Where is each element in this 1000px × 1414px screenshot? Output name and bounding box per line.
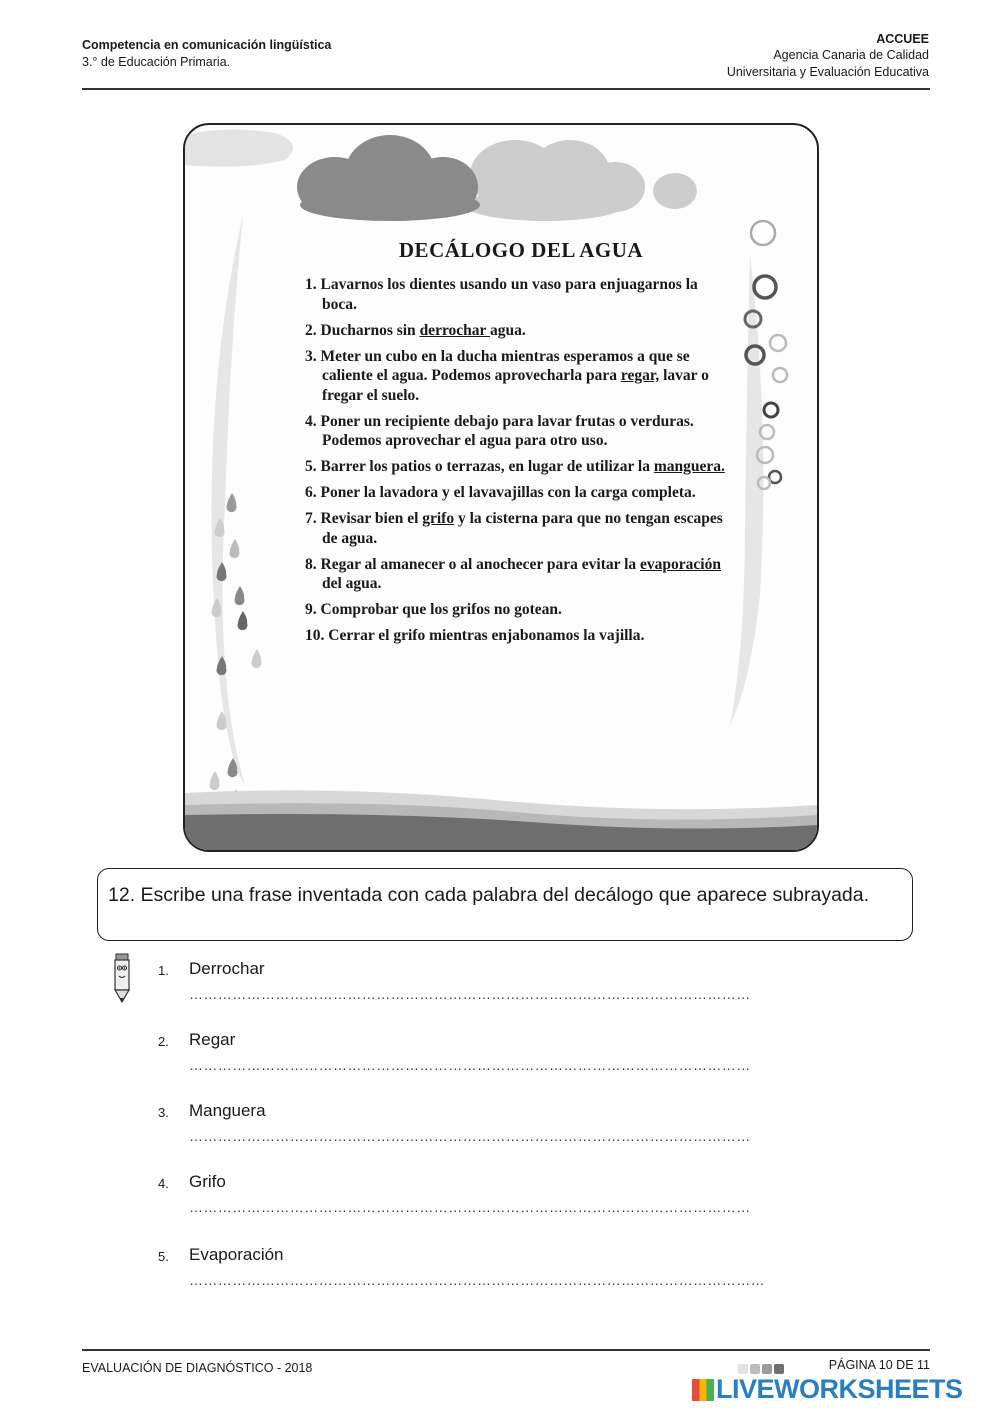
decalogue-rule: 6. Poner la lavadora y el lavavajillas con la carga completa. [305,484,696,501]
item-number: 1. [158,963,169,978]
brand-name: LIVEWORKSHEETS [716,1374,963,1404]
liveworksheets-logo[interactable] [692,1374,963,1405]
decalogue-rule: 10. Cerrar el grifo mientras enjabonamos la vajilla. [305,627,645,644]
underlined-word-grifo: grifo [422,510,455,527]
logo-tiles-icon [692,1379,714,1401]
org-name-line2: Universitaria y Evaluación Educativa [726,65,929,79]
answer-line-1[interactable]: ……………………………………………………………………………………………………… [189,986,751,1002]
item-word-evaporacion: Evaporación [189,1245,284,1264]
exercise-prompt: 12. Escribe una frase inventada con cada palabra del decálogo que aparece subrayada. [108,884,870,906]
footer-exam-label: EVALUACIÓN DE DIAGNÓSTICO - 2018 [82,1361,313,1375]
answer-line-3[interactable]: ……………………………………………………………………………………………………… [189,1128,751,1144]
decalogue-rule: 9. Comprobar que los grifos no gotean. [305,601,562,618]
pencil-mascot-icon [110,952,134,1004]
answer-line-4[interactable]: ……………………………………………………………………………………………………… [189,1199,751,1215]
header-divider [82,88,930,90]
item-number: 2. [158,1034,169,1049]
decalogue-rule: 1. Lavarnos los dientes usando un vaso para enjuagarnos la boca. [305,276,698,313]
poster-title: DECÁLOGO DEL AGUA [398,238,644,262]
answer-line-5[interactable]: ………………………………………………………………………………………………………… [189,1272,765,1288]
org-name-line1: Agencia Canaria de Calidad [773,48,929,62]
item-word-manguera: Manguera [189,1101,266,1120]
subject-title: Competencia en comunicación lingüística [82,38,332,52]
footer-divider [82,1349,930,1351]
item-word-regar: Regar [189,1030,236,1049]
underlined-word-evaporacion: evaporación [640,555,721,573]
answer-line-2[interactable]: ……………………………………………………………………………………………………… [189,1057,751,1073]
underlined-word-regar: regar, [620,367,660,384]
exercise-prompt-box [97,868,913,941]
grade-label: 3.° de Educación Primaria. [82,55,231,69]
org-short-name: ACCUEE [876,32,929,46]
item-word-grifo: Grifo [189,1172,226,1191]
decalogue-rule: 7. Revisar bien el grifo y la cisterna para que no tengan escapes de agua. [305,510,723,547]
decalogue-rule: 3. Meter un cubo en la ducha mientras esperamos a que se caliente el agua. Podemos aprovecharla para regar, lavar o fregar el suelo. [305,347,709,404]
underlined-word-manguera: manguera. [653,458,725,475]
decalogue-rule: 4. Poner un recipiente debajo para lavar frutas o verduras. Podemos aprovechar el agua para otro uso. [305,412,694,449]
page-number: PÁGINA 10 DE 11 [828,1358,930,1372]
item-number: 4. [158,1176,169,1191]
item-word-derrochar: Derrochar [189,959,265,978]
decalogue-rule: 2. Ducharnos sin derrochar agua. [305,321,526,339]
water-decalogue-poster [183,123,819,852]
decalogue-rules-list [305,275,725,652]
underlined-word-derrochar: derrochar [419,321,491,339]
decalogue-rule: 8. Regar al amanecer o al anochecer para evitar la evaporación del agua. [305,555,721,592]
item-number: 3. [158,1105,169,1120]
item-number: 5. [158,1249,169,1264]
decalogue-rule: 5. Barrer los patios o terrazas, en lugar de utilizar la manguera. [305,458,725,475]
